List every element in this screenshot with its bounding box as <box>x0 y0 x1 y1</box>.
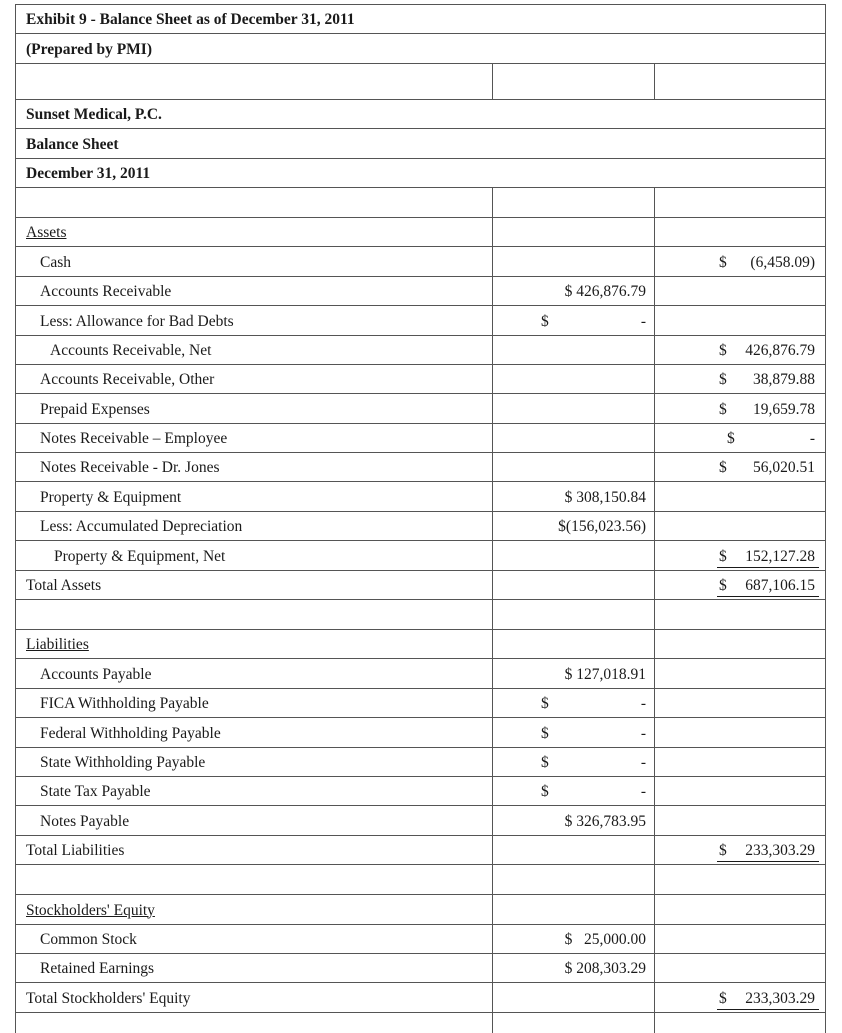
ar-net-label: Accounts Receivable, Net <box>50 341 212 359</box>
dollar-sign: $ <box>719 989 727 1007</box>
ar-other-label: Accounts Receivable, Other <box>40 371 215 389</box>
ppe-net-label: Property & Equipment, Net <box>54 547 226 565</box>
table-row <box>16 659 825 688</box>
table-row <box>16 365 825 394</box>
ar-amount: $ 426,876.79 <box>564 283 646 301</box>
balance-sheet-table <box>15 4 826 1033</box>
dollar-sign: $ <box>541 783 549 801</box>
nr-jones-amount: 56,020.51 <box>753 459 815 477</box>
table-row <box>16 748 825 777</box>
statement-date-row <box>16 159 825 188</box>
spacer-row <box>16 1013 825 1033</box>
dollar-sign: $ <box>719 253 727 271</box>
ar-net-amount: 426,876.79 <box>745 341 815 359</box>
dollar-sign: $ <box>719 842 727 860</box>
spacer-row <box>16 600 825 630</box>
state-wh-label: State Withholding Payable <box>40 753 206 771</box>
total-liabilities-row <box>16 836 825 865</box>
federal-label: Federal Withholding Payable <box>40 724 221 742</box>
fica-amount: - <box>640 695 646 713</box>
common-stock-amount: $ 25,000.00 <box>564 930 646 948</box>
ar-other-amount: 38,879.88 <box>753 371 815 389</box>
dollar-sign: $ <box>727 430 735 448</box>
exhibit-title-row <box>16 5 825 34</box>
state-tax-amount: - <box>640 783 646 801</box>
table-row <box>16 277 825 306</box>
nr-employee-label: Notes Receivable – Employee <box>40 430 228 448</box>
table-row <box>16 925 825 954</box>
total-equity-label: Total Stockholders' Equity <box>26 989 191 1007</box>
nr-jones-label: Notes Receivable - Dr. Jones <box>40 459 220 477</box>
cash-amount: (6,458.09) <box>750 253 815 271</box>
liabilities-heading: Liabilities <box>26 636 89 654</box>
total-liabilities-amount: 233,303.29 <box>745 842 815 860</box>
dollar-sign: $ <box>719 341 727 359</box>
table-row <box>16 306 825 335</box>
company-name-row <box>16 100 825 129</box>
dollar-sign: $ <box>541 695 549 713</box>
liabilities-heading-row <box>16 630 825 659</box>
table-row <box>16 541 825 570</box>
ap-label: Accounts Payable <box>40 665 152 683</box>
table-row <box>16 954 825 983</box>
notes-label: Notes Payable <box>40 812 130 830</box>
dollar-sign: $ <box>719 577 727 595</box>
statement-name-row <box>16 129 825 158</box>
ap-amount: $ 127,018.91 <box>564 665 646 683</box>
table-row <box>16 394 825 423</box>
table-row <box>16 689 825 718</box>
ppe-net-amount: 152,127.28 <box>745 547 815 565</box>
allowance-label: Less: Allowance for Bad Debts <box>40 312 234 330</box>
retained-earnings-amount: $ 208,303.29 <box>564 960 646 978</box>
total-liabilities-label: Total Liabilities <box>26 842 125 860</box>
fica-label: FICA Withholding Payable <box>40 695 209 713</box>
statement-name: Balance Sheet <box>26 135 119 153</box>
equity-heading: Stockholders' Equity <box>26 901 155 919</box>
table-row <box>16 777 825 806</box>
dollar-sign: $ <box>541 312 549 330</box>
notes-amount: $ 326,783.95 <box>564 812 646 830</box>
ar-label: Accounts Receivable <box>40 283 172 301</box>
exhibit-title: Exhibit 9 - Balance Sheet as of December 31, 2011 <box>26 11 355 29</box>
total-assets-amount: 687,106.15 <box>745 577 815 595</box>
prepared-by-row <box>16 34 825 63</box>
prepaid-label: Prepaid Expenses <box>40 400 150 418</box>
dollar-sign: $ <box>541 753 549 771</box>
table-row <box>16 482 825 511</box>
state-tax-label: State Tax Payable <box>40 783 151 801</box>
cash-label: Cash <box>40 253 71 271</box>
accum-dep-label: Less: Accumulated Depreciation <box>40 518 243 536</box>
common-stock-label: Common Stock <box>40 930 137 948</box>
ppe-amount: $ 308,150.84 <box>564 488 646 506</box>
total-assets-label: Total Assets <box>26 577 102 595</box>
spacer-row <box>16 64 825 100</box>
prepared-by: (Prepared by PMI) <box>26 40 152 58</box>
federal-amount: - <box>640 724 646 742</box>
table-row <box>16 806 825 835</box>
table-row <box>16 336 825 365</box>
allowance-amount: - <box>640 312 646 330</box>
table-row <box>16 247 825 276</box>
retained-earnings-label: Retained Earnings <box>40 960 155 978</box>
total-equity-row <box>16 983 825 1012</box>
company-name: Sunset Medical, P.C. <box>26 106 162 124</box>
nr-employee-amount: - <box>809 430 815 448</box>
dollar-sign: $ <box>719 400 727 418</box>
total-assets-row <box>16 571 825 600</box>
assets-heading-row <box>16 218 825 247</box>
prepaid-amount: 19,659.78 <box>753 400 815 418</box>
dollar-sign: $ <box>719 371 727 389</box>
dollar-sign: $ <box>719 547 727 565</box>
accum-dep-amount: $(156,023.56) <box>558 518 646 536</box>
spacer-row <box>16 188 825 218</box>
ppe-label: Property & Equipment <box>40 488 182 506</box>
dollar-sign: $ <box>719 459 727 477</box>
dollar-sign: $ <box>541 724 549 742</box>
table-row <box>16 453 825 482</box>
spacer-row <box>16 865 825 895</box>
state-wh-amount: - <box>640 753 646 771</box>
assets-heading: Assets <box>26 224 67 242</box>
table-row <box>16 718 825 747</box>
total-equity-amount: 233,303.29 <box>745 989 815 1007</box>
table-row <box>16 424 825 453</box>
equity-heading-row <box>16 895 825 924</box>
table-row <box>16 512 825 541</box>
statement-date: December 31, 2011 <box>26 164 151 182</box>
